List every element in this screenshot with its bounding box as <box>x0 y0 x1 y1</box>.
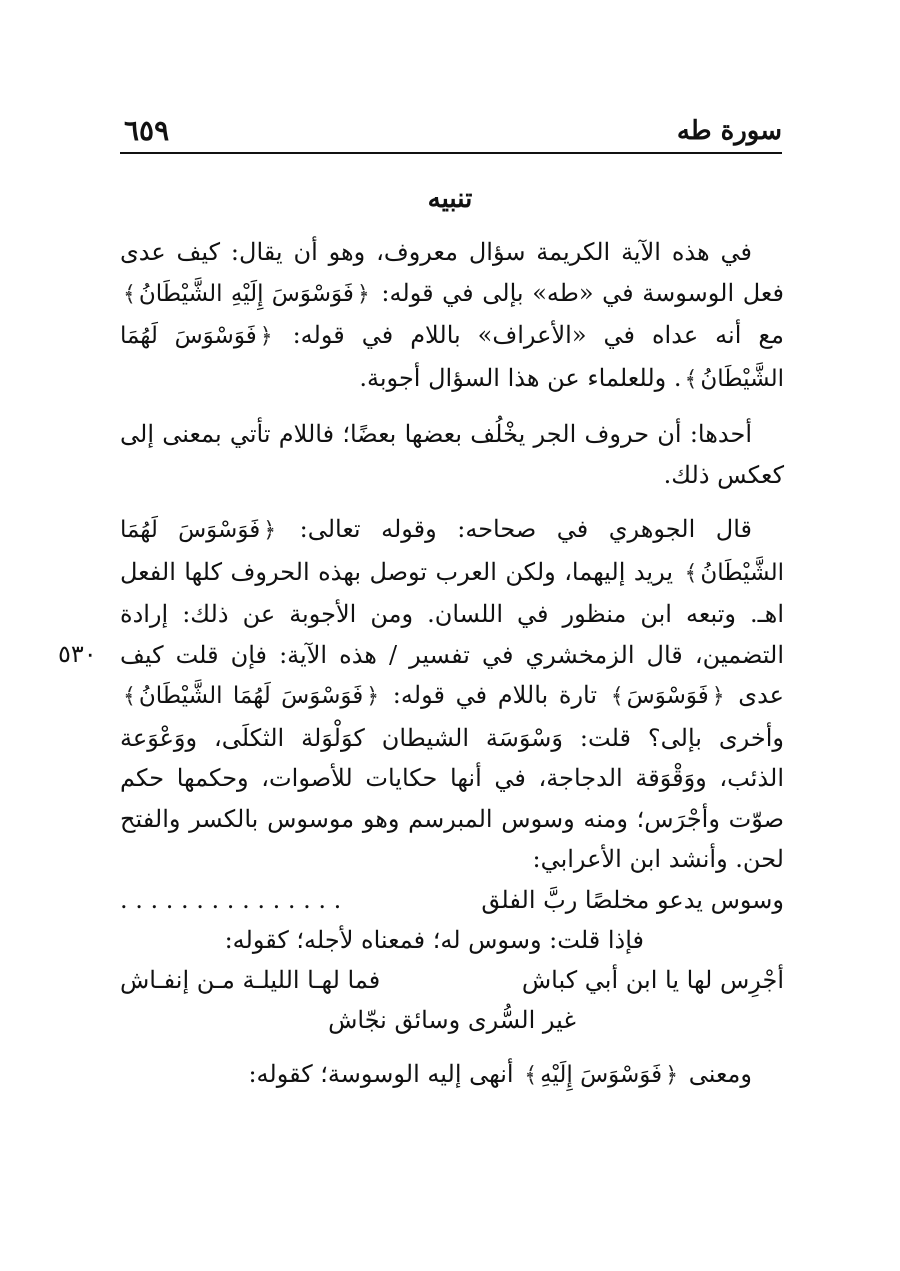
section-title: تنبيه <box>427 184 473 214</box>
paragraph-3 <box>120 509 784 880</box>
surah-title: سورة طه <box>676 116 782 146</box>
ornate-bracket-close: ﴾ <box>684 560 698 586</box>
quran-quote: فَوَسْوَسَ لَهُمَا الشَّيْطَانُ <box>120 323 784 392</box>
page-body <box>120 232 784 1096</box>
ornate-bracket-open: ﴿ <box>263 518 277 543</box>
ornate-bracket-open: ﴿ <box>259 324 273 349</box>
ornate-bracket-close: ﴾ <box>524 1062 538 1088</box>
ellipsis-dots: . . . . . . . . . . . . . . . <box>120 885 342 914</box>
paragraph-2: أحدها: أن حروف الجر يخْلُف بعضها بعضًا؛ فاللام تأتي بمعنى إلى كعكس ذلك. <box>120 420 784 489</box>
ornate-bracket-open: ﴿ <box>356 281 370 307</box>
paragraph-5-text-a: ومعنى <box>688 1059 752 1088</box>
poetry-line-2 <box>120 960 784 1000</box>
poetry-hemistich-second: فما لهـا الليلـة مـن إنفـاش <box>120 965 381 994</box>
quran-quote: فَوَسْوَسَ إِلَيْهِ <box>540 1061 663 1088</box>
paragraph-1-text-c: . وللعلماء عن هذا السؤال أجوبة. <box>359 363 682 392</box>
ornate-bracket-close: ﴾ <box>684 366 698 392</box>
ornate-bracket-close: ﴾ <box>610 684 624 709</box>
ornate-bracket-open: ﴿ <box>711 684 725 709</box>
paragraph-4: فإذا قلت: وسوس له؛ فمعناه لأجله؛ كقوله: <box>224 925 644 954</box>
paragraph-1 <box>120 232 784 400</box>
ornate-bracket-close: ﴾ <box>123 281 136 307</box>
ornate-bracket-close: ﴾ <box>123 684 136 709</box>
paragraph-5-text-b: أنهى إليه الوسوسة؛ كقوله: <box>248 1059 514 1088</box>
quran-quote: فَوَسْوَسَ <box>626 683 709 709</box>
paragraph-3-text-c: تارة باللام في قوله: <box>392 681 598 709</box>
quran-quote: فَوَسْوَسَ إِلَيْهِ الشَّيْطَانُ <box>138 280 354 307</box>
paragraph-1-text-a: في هذه الآية الكريمة سؤال معروف، وهو أن يقال: كيف عدى فعل الوسوسة في «طه» بإلى في قوله: <box>120 238 784 307</box>
margin-number: ٥٣٠ <box>58 640 97 668</box>
paragraph-3-text-b: يريد إليهما، ولكن العرب توصل بهذه الحروف كلها الفعل اهـ. وتبعه ابن منظور في اللسان. ومن الأجوبة عن ذلك: إرادة التضمين، قال الزمخشري في تفسير / هذه الآية: فإن قلت كيف عدى <box>120 557 784 709</box>
poetry-hemistich-first: أجْرِس لها يا ابن أبي كباش <box>521 965 784 994</box>
paragraph-1-text-b: مع أنه عداه في «الأعراف» باللام في قوله: <box>292 321 784 349</box>
paragraph-3-text-a: قال الجوهري في صحاحه: وقوله تعالى: <box>299 515 752 543</box>
poetry-line-1 <box>120 880 784 920</box>
quran-quote: فَوَسْوَسَ لَهُمَا الشَّيْطَانُ <box>120 517 784 586</box>
page-header <box>120 112 782 154</box>
ornate-bracket-open: ﴿ <box>366 684 380 709</box>
poetry-verse-text: وسوس يدعو مخلصًا ربَّ الفلق <box>481 885 784 914</box>
page-number: ٦٥٩ <box>124 114 170 147</box>
paragraph-5 <box>120 1054 784 1097</box>
paragraph-3-text-d: وأخرى بإلى؟ قلت: وَسْوَسَة الشيطان كوَلْوَلة الثكلَى، ووَعْوَعة الذئب، ووَقْوَقة الدجاجة، في أنها حكايات للأصوات، وحكمها حكم صوّت وأجْرَس؛ ومنه وسوس المبرسم وهو موسوس بالكسر والفتح لحن. وأنشد ابن الأعرابي: <box>120 723 784 873</box>
ornate-bracket-open: ﴿ <box>665 1062 679 1088</box>
poetry-line-3: غير السُّرى وسائق نجّاش <box>328 1005 576 1034</box>
quran-quote: فَوَسْوَسَ لَهُمَا الشَّيْطَانُ <box>138 683 364 709</box>
